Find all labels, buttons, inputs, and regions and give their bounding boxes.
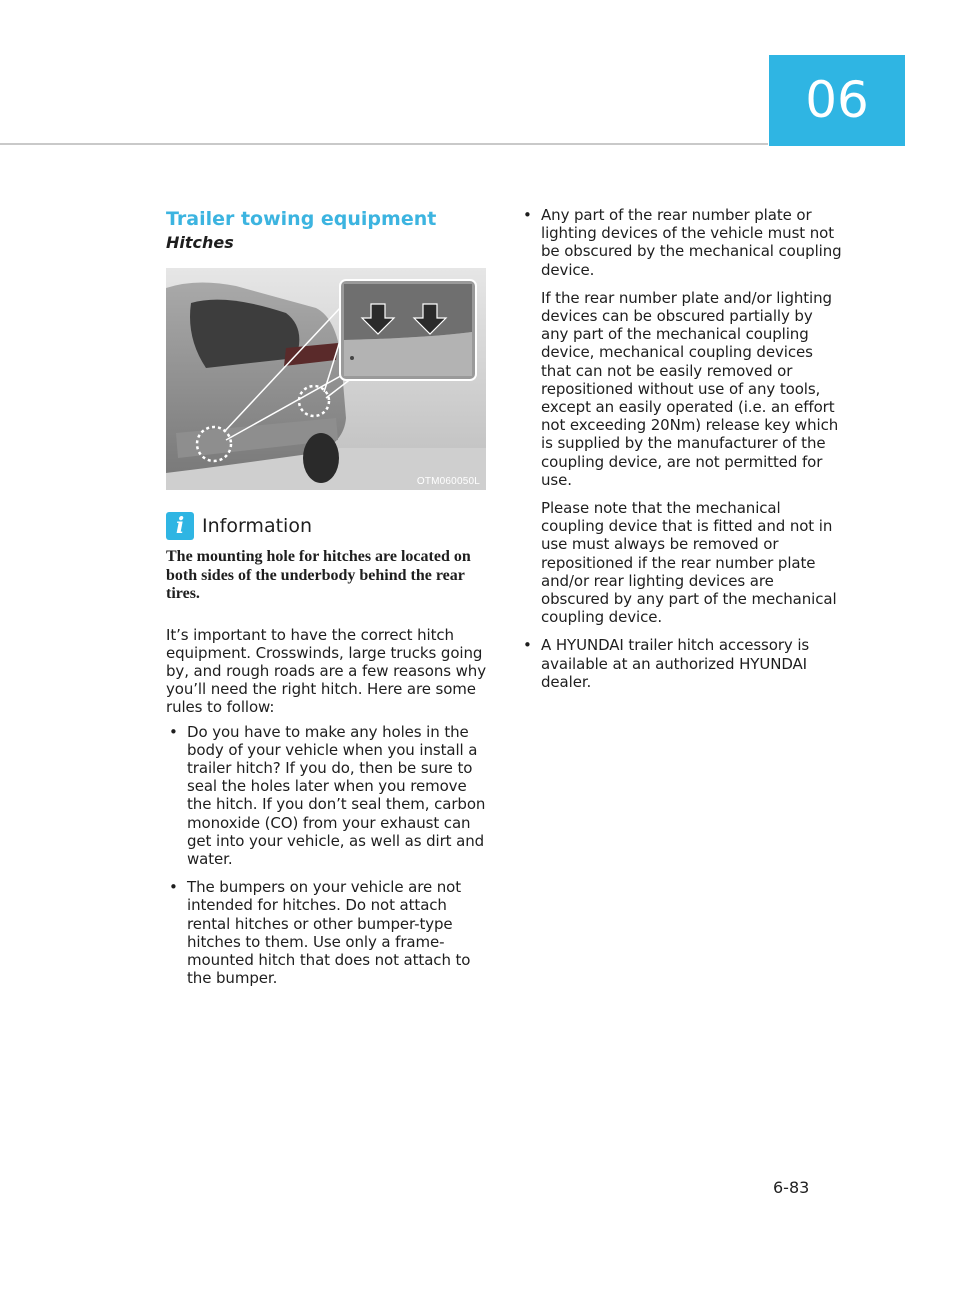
info-icon: i xyxy=(166,512,194,540)
intro-paragraph: It’s important to have the correct hitch equipment. Crosswinds, large trucks going by, and rough roads are a few reasons why you’ll need the right hitch. Here are some rules to follow: xyxy=(166,625,486,717)
right-bullet-list xyxy=(520,206,842,691)
left-bullet-list xyxy=(166,723,488,988)
list-item-text: Please note that the mechanical coupling device that is fitted and not in use must always be removed or repositioned if the rear number plate and/or rear lighting devices are obscured by any part of the mechanical coupling device. xyxy=(541,499,837,627)
bullet-icon: • xyxy=(523,636,532,655)
info-title: Information xyxy=(202,515,312,537)
header-rule xyxy=(0,143,768,145)
list-item-text: A HYUNDAI trailer hitch accessory is available at an authorized HYUNDAI dealer. xyxy=(541,636,810,691)
list-item-text: The bumpers on your vehicle are not intended for hitches. Do not attach rental hitches or other bumper-type hitches to them. Use only a frame-mounted hitch that does not attach to the bumper. xyxy=(187,878,471,988)
list-item-text: If the rear number plate and/or lighting devices can be obscured partially by any part of the mechanical coupling device, mechanical coupling devices that can not be easily removed or repositioned without use of any tools, except an easily operated (i.e. an effort not exceeding 20Nm) release key which is supplied by the manufacturer of the coupling device, are not permitted for use. xyxy=(541,288,839,489)
info-header xyxy=(166,512,488,540)
bullet-icon: • xyxy=(169,722,178,741)
list-item xyxy=(520,636,842,691)
list-item xyxy=(166,723,488,869)
list-item-text: Any part of the rear number plate or lighting devices of the vehicle must not be obscured by the mechanical coupling device. xyxy=(541,206,842,279)
list-item-text: Do you have to make any holes in the body of your vehicle when you install a trailer hitch? If you do, then be sure to seal the holes later when you remove the hitch. If you don’t seal them, carbon monoxide (CO) from your exhaust can get into your vehicle, as well as dirt and water. xyxy=(187,722,486,868)
bullet-icon: • xyxy=(523,206,532,224)
hitch-figure xyxy=(166,268,486,490)
list-item xyxy=(166,878,488,987)
figure-code: OTM060050L xyxy=(416,476,480,487)
list-item xyxy=(520,206,842,626)
section-title: Trailer towing equipment xyxy=(166,208,437,230)
bullet-icon: • xyxy=(169,878,178,897)
page-number: 6-83 xyxy=(773,1178,810,1197)
info-body: The mounting hole for hitches are located on both sides of the underbody behind the rear tires. xyxy=(166,548,471,602)
vehicle-rear-illustration xyxy=(166,268,486,490)
left-column xyxy=(166,206,488,997)
right-column xyxy=(520,206,842,701)
chapter-tab: 06 xyxy=(769,55,905,146)
subsection-title: Hitches xyxy=(166,233,234,252)
